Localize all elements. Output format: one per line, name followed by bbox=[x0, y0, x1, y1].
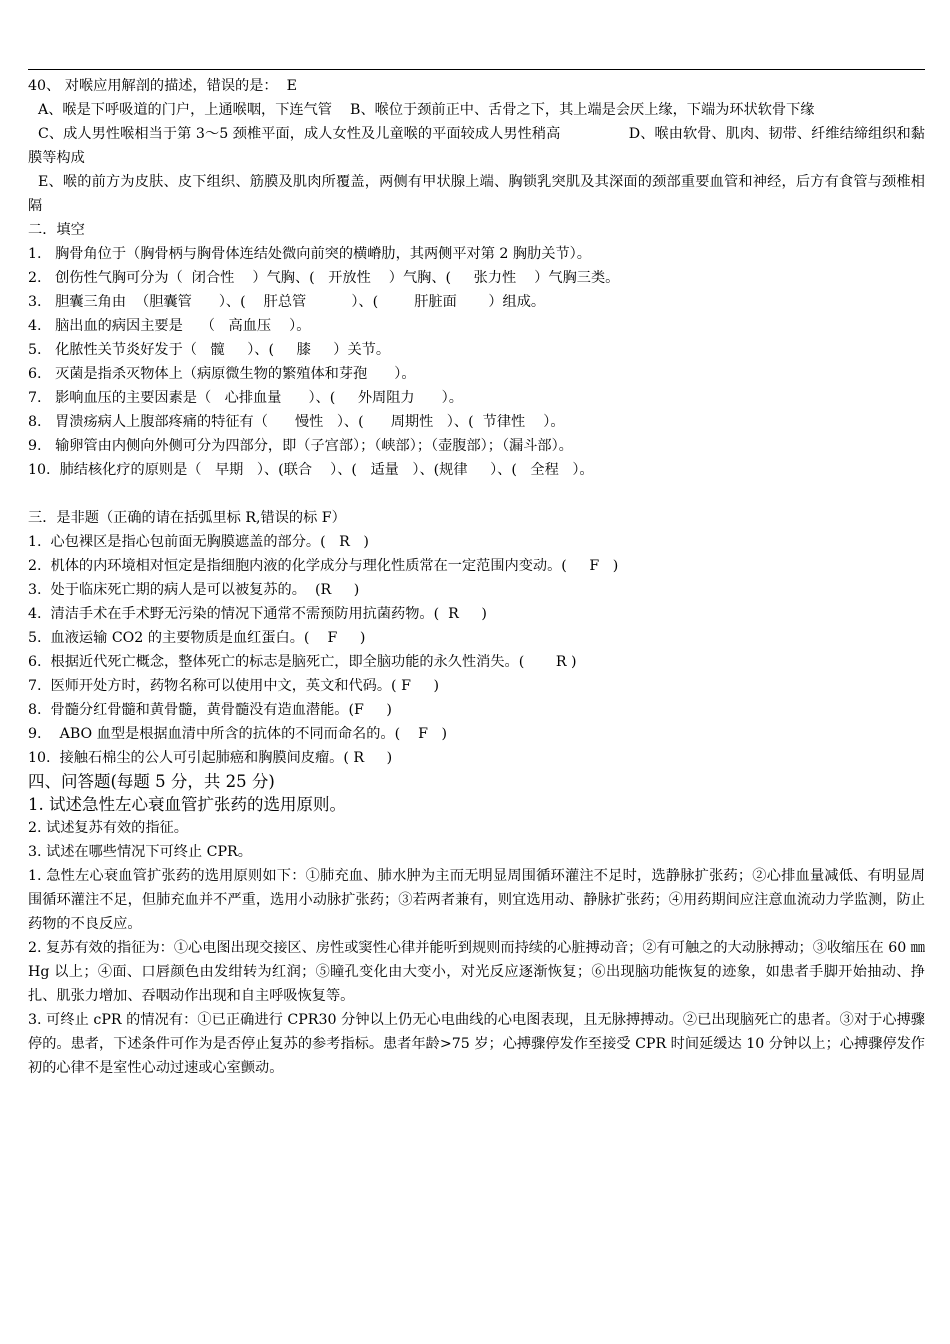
question-40-title: 40、 对喉应用解剖的描述，错误的是： E bbox=[28, 78, 297, 94]
true-false-item: 10. 接触石棉尘的公人可引起肺癌和胸膜间皮瘤。( R ) bbox=[28, 750, 393, 766]
option-a-b: A、喉是下呼吸道的门户，上通喉咽，下连气管 B、喉位于颈前正中、舌骨之下，其上端是会厌上缘，下端为环状软骨下缘 bbox=[38, 102, 815, 118]
true-false-item: 4. 清洁手术在手术野无污染的情况下通常不需预防用抗菌药物。( R ) bbox=[28, 606, 487, 622]
qa-answer-3: 3. 可终止 cPR 的情况有：①已正确进行 CPR30 分钟以上仍无心电曲线的心电图表现，且无脉搏搏动。②已出现脑死亡的患者。③对于心搏骤停的。患者，下述条件可作为是否停止复苏的参考指标。患者年龄>75 岁；心搏骤停发作至接受 CPR 时间延缓达 10 分钟以上；心搏骤停发作初的心律不是室性心动过速或心室颤动。 bbox=[28, 1012, 925, 1076]
qa-question-2: 2. 试述复苏有效的指征。 bbox=[28, 820, 188, 836]
true-false-item: 5. 血液运输 CO2 的主要物质是血红蛋白。( F ) bbox=[28, 630, 366, 646]
option-c-d: C、成人男性喉相当于第 3～5 颈椎平面，成人女性及儿童喉的平面较成人男性稍高 D、喉由软骨、肌肉、韧带、纤维结缔组织和黏膜等构成 bbox=[28, 126, 925, 166]
true-false-item: 1. 心包裸区是指心包前面无胸膜遮盖的部分。( R ) bbox=[28, 534, 369, 550]
qa-answer-2: 2. 复苏有效的指征为：①心电图出现交接区、房性或窦性心律并能听到规则而持续的心脏搏动音；②有可触之的大动脉搏动；③收缩压在 60 ㎜ Hg 以上；④面、口唇颜色由发绀转为红润；⑤瞳孔变化由大变小，对光反应逐渐恢复；⑥出现脑功能恢复的迹象，如患者手脚开始抽动、挣扎、肌张力增加、吞咽动作出现和自主呼吸恢复等。 bbox=[28, 940, 930, 1004]
fill-blank-item: 9. 输卵管由内侧向外侧可分为四部分，即（子宫部）；（峡部）；（壶腹部）；（漏斗部）。 bbox=[28, 438, 573, 454]
fill-blank-item: 6. 灭菌是指杀灭物体上（病原微生物的繁殖体和芽孢 ）。 bbox=[28, 366, 416, 382]
true-false-item: 6. 根据近代死亡概念，整体死亡的标志是脑死亡，即全脑功能的永久性消失。( R ) bbox=[28, 654, 577, 670]
true-false-item: 2. 机体的内环境相对恒定是指细胞内液的化学成分与理化性质常在一定范围内变动。( F ) bbox=[28, 558, 619, 574]
fill-blank-section bbox=[28, 218, 925, 482]
true-false-section bbox=[28, 506, 925, 770]
true-false-item: 9. ABO 血型是根据血清中所含的抗体的不同而命名的。( F ) bbox=[28, 726, 448, 742]
option-e: E、喉的前方为皮肤、皮下组织、筋膜及肌肉所覆盖，两侧有甲状腺上端、胸锁乳突肌及其深面的颈部重要血管和神经，后方有食管与颈椎相隔 bbox=[28, 174, 925, 214]
fill-blank-item: 5. 化脓性关节炎好发于（ 髋 ）、( 膝 ）关节。 bbox=[28, 342, 391, 358]
qa-question-3: 3. 试述在哪些情况下可终止 CPR。 bbox=[28, 844, 252, 860]
qa-answer-1: 1. 急性左心衰血管扩张药的选用原则如下：①肺充血、肺水肿为主而无明显周围循环灌注不足时，选静脉扩张药；②心排血量减低、有明显周围循环灌注不足，但肺充血并不严重，选用小动脉扩张药；③若两者兼有，则宜选用动、静脉扩张药；④用药期间应注意血流动力学监测，防止药物的不良反应。 bbox=[28, 868, 925, 932]
fill-blank-item: 8. 胃溃疡病人上腹部疼痛的特征有（ 慢性 ）、( 周期性 ）、( 节律性 ）。 bbox=[28, 414, 565, 430]
true-false-item: 8. 骨髓分红骨髓和黄骨髓，黄骨髓没有造血潜能。(F ) bbox=[28, 702, 392, 718]
true-false-item: 3. 处于临床死亡期的病人是可以被复苏的。 (R ) bbox=[28, 582, 360, 598]
fill-blank-item: 10. 肺结核化疗的原则是（ 早期 ）、(联合 ）、( 适量 ）、(规律 ）、( 全程 ）。 bbox=[28, 462, 594, 478]
fill-blank-item: 7. 影响血压的主要因素是（ 心排血量 ）、( 外周阻力 ）。 bbox=[28, 390, 463, 406]
fill-blank-heading: 二．填空 bbox=[28, 222, 85, 238]
question-40 bbox=[28, 74, 925, 218]
fill-blank-item: 1. 胸骨角位于（胸骨柄与胸骨体连结处微向前突的横嵴肋，其两侧平对第 2 胸肋关节）。 bbox=[28, 246, 591, 262]
qa-section bbox=[28, 770, 930, 1080]
top-rule bbox=[28, 69, 925, 70]
qa-question-1: 1. 试述急性左心衰血管扩张药的选用原则。 bbox=[28, 795, 346, 814]
qa-heading: 四、问答题(每题 5 分，共 25 分) bbox=[28, 772, 275, 791]
fill-blank-item: 2. 创伤性气胸可分为（ 闭合性 ）气胸、( 开放性 ）气胸、( 张力性 ）气胸三类。 bbox=[28, 270, 620, 286]
fill-blank-item: 3. 胆囊三角由 （胆囊管 ）、( 肝总管 ）、( 肝脏面 ）组成。 bbox=[28, 294, 546, 310]
true-false-item: 7. 医师开处方时，药物名称可以使用中文，英文和代码。( F ) bbox=[28, 678, 440, 694]
spacer bbox=[28, 482, 925, 506]
document-body bbox=[28, 74, 930, 1080]
fill-blank-item: 4. 脑出血的病因主要是 （ 高血压 ）。 bbox=[28, 318, 311, 334]
true-false-heading: 三．是非题（正确的请在括弧里标 R,错误的标 F） bbox=[28, 510, 346, 526]
